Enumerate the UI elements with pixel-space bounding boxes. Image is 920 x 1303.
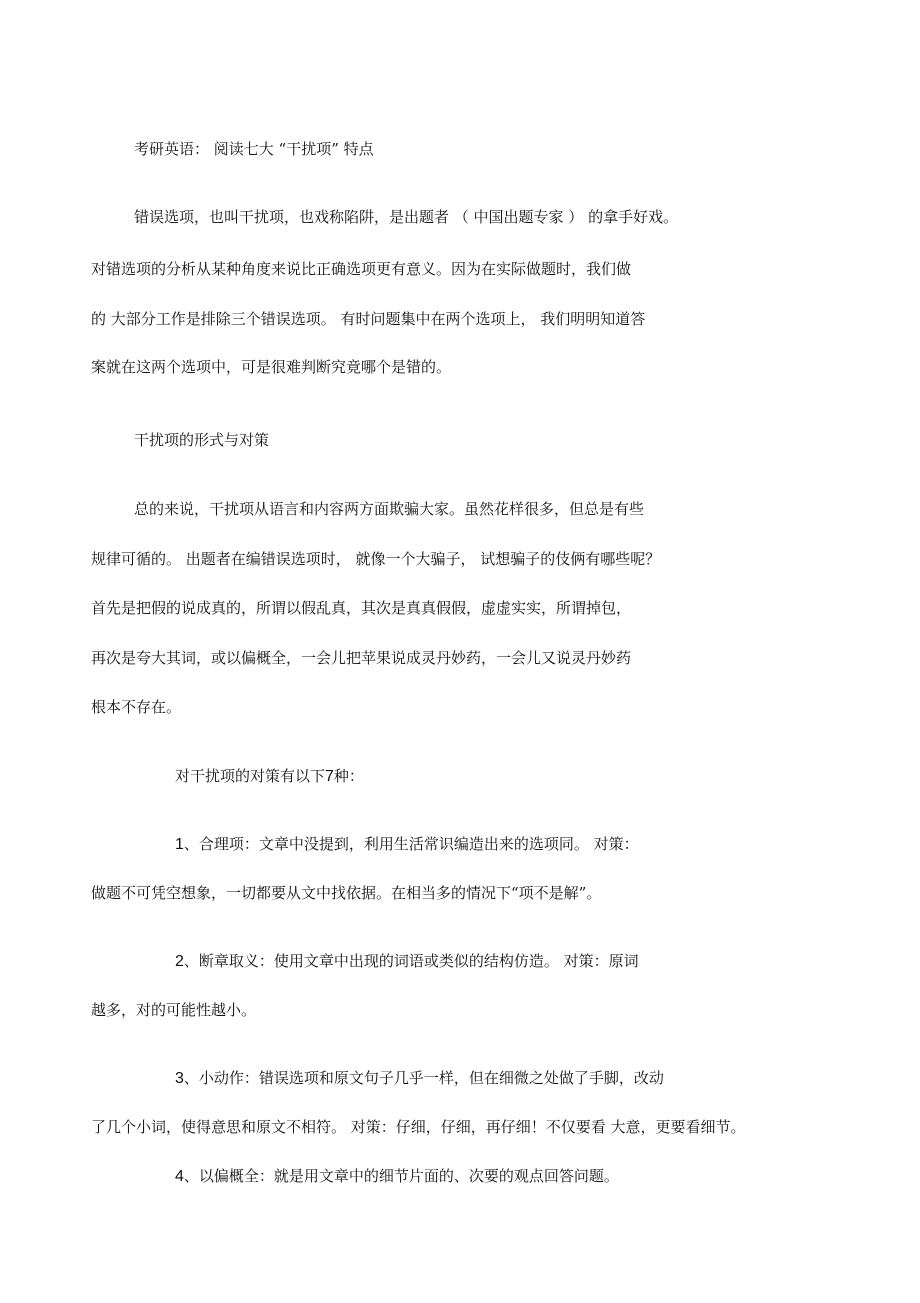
item-2-number: 2	[175, 953, 184, 970]
item-1-text: 、合理项：文章中没提到，利用生活常识编造出来的选项同。 对策：	[183, 835, 639, 853]
intro-line-1: 错误选项，也叫干扰项，也戏称陷阱，是出题者 （ 中国出题专家 ） 的拿手好戏。	[134, 208, 679, 226]
overview-line-5: 根本不存在。	[91, 698, 182, 716]
strategies-intro-suffix: 种：	[333, 767, 364, 785]
item-1-number: 1	[175, 836, 184, 853]
strategies-count: 7	[325, 768, 334, 785]
item-4-text: 、以偏概全：就是用文章中的细节片面的、次要的观点回答问题。	[183, 1167, 619, 1185]
strategies-intro	[175, 766, 364, 786]
overview-line-4: 再次是夸大其词，或以偏概全，一会儿把苹果说成灵丹妙药，一会儿又说灵丹妙药	[91, 649, 632, 667]
item-4-number: 4	[175, 1168, 184, 1185]
overview-line-2: 规律可循的。 出题者在编错误选项时， 就像一个大骗子， 试想骗子的伎俩有哪些呢？	[91, 550, 661, 568]
item-4-line-1	[175, 1166, 619, 1186]
intro-line-2: 对错选项的分析从某种角度来说比正确选项更有意义。因为在实际做题时，我们做	[91, 260, 632, 278]
intro-line-4: 案就在这两个选项中，可是很难判断究竟哪个是错的。	[91, 358, 452, 376]
item-3-number: 3	[175, 1070, 184, 1087]
strategies-intro-prefix: 对干扰项的对策有以下	[175, 767, 326, 785]
item-3-text: 、小动作：错误选项和原文句子几乎一样，但在细微之处做了手脚，改动	[183, 1069, 664, 1087]
item-1-line-2: 做题不可凭空想象，一切都要从文中找依据。在相当多的情况下“项不是解”。	[91, 884, 602, 902]
item-1-line-1	[175, 834, 639, 854]
item-3-line-2: 了几个小词，使得意思和原文不相符。 对策：仔细，仔细，再仔细！不仅要看 大意，更要看细节。	[91, 1118, 746, 1136]
intro-line-3: 的 大部分工作是排除三个错误选项。 有时问题集中在两个选项上， 我们明明知道答	[91, 310, 646, 328]
overview-line-1: 总的来说，干扰项从语言和内容两方面欺骗大家。虽然花样很多，但总是有些	[134, 500, 645, 518]
item-2-text: 、断章取义：使用文章中出现的词语或类似的结构仿造。 对策：原词	[183, 952, 639, 970]
item-2-line-2: 越多，对的可能性越小。	[91, 1001, 257, 1019]
document-title: 考研英语： 阅读七大 “干扰项” 特点	[134, 140, 374, 158]
section-heading: 干扰项的形式与对策	[134, 431, 270, 449]
item-2-line-1	[175, 951, 639, 971]
overview-line-3: 首先是把假的说成真的，所谓以假乱真，其次是真真假假，虚虚实实，所谓掉包，	[91, 599, 632, 617]
item-3-line-1	[175, 1068, 664, 1088]
